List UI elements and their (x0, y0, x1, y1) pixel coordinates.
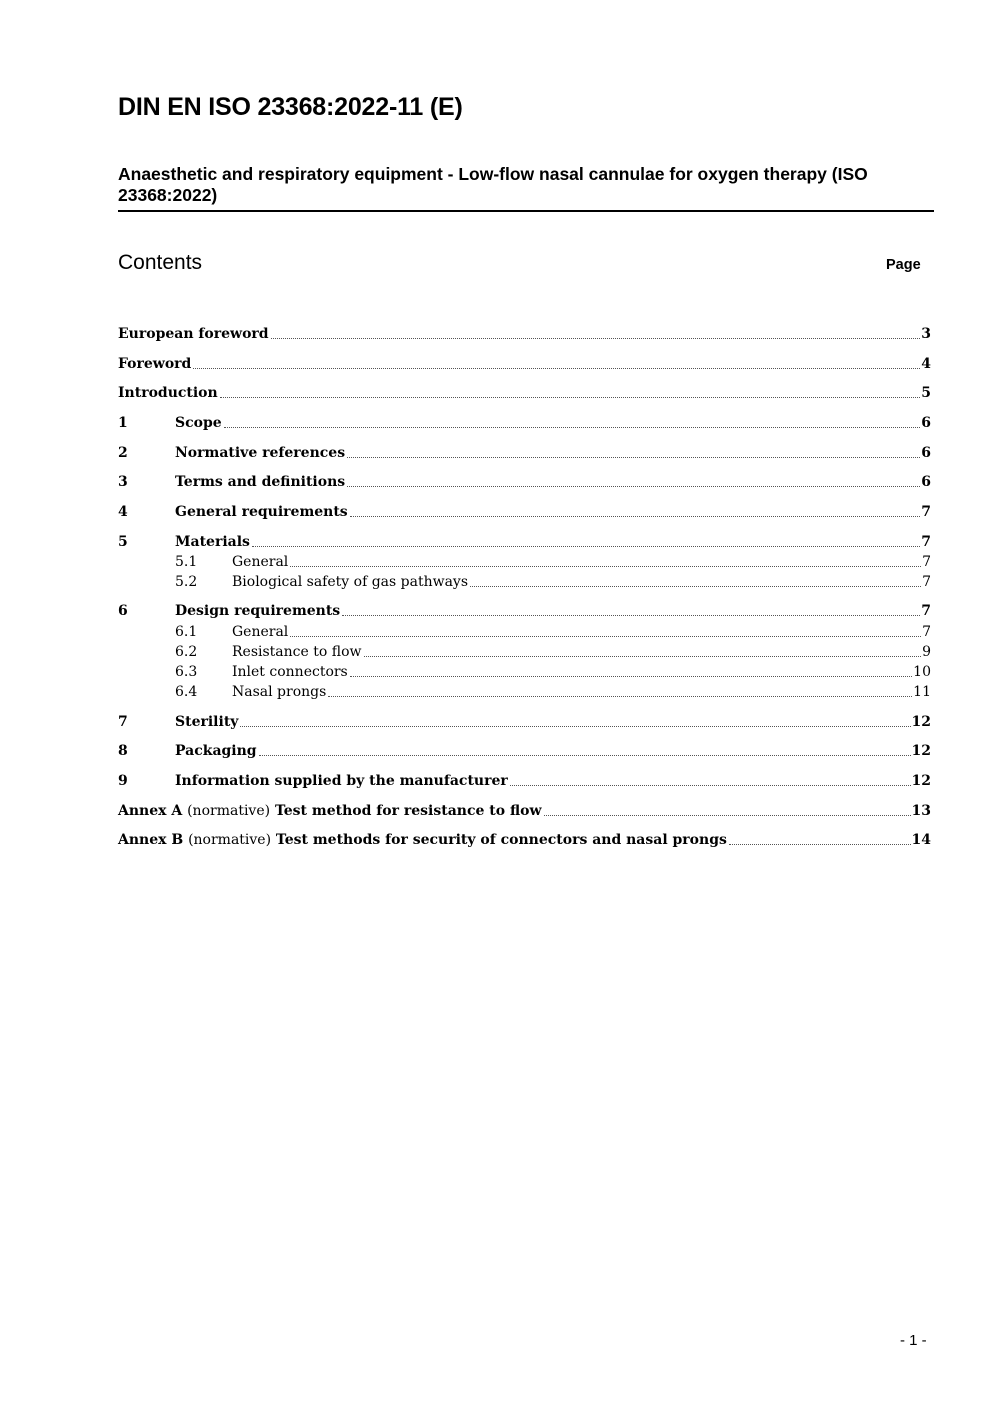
toc-entry-materials[interactable] (118, 532, 931, 552)
toc-entry-annex-b[interactable] (118, 830, 931, 850)
toc-entry-text: Materials (175, 534, 250, 550)
toc-dot-leader (290, 565, 921, 567)
toc-entry-european-foreword[interactable] (118, 324, 931, 344)
toc-annex-label: Annex A (118, 803, 183, 819)
toc-entry-packaging[interactable] (118, 741, 931, 761)
toc-dot-leader (729, 843, 911, 845)
title-divider (118, 210, 934, 212)
document-subtitle: Anaesthetic and respiratory equipment - Low-flow nasal cannulae for oxygen therapy (ISO 23368:2022) (118, 164, 868, 205)
toc-entry-text: Resistance to flow (232, 644, 362, 660)
toc-annex-kind: (normative) (187, 803, 271, 819)
toc-entry-page: 5 (921, 385, 931, 401)
toc-entry-text: Design requirements (175, 603, 341, 619)
toc-entry-page: 6 (921, 415, 931, 431)
toc-entry-scope[interactable] (118, 413, 931, 433)
toc-entry-page: 4 (921, 356, 931, 372)
toc-dot-leader (364, 655, 922, 657)
toc-entry-page: 14 (911, 832, 931, 848)
toc-annex-kind: (normative) (188, 832, 272, 848)
toc-entry-page: 9 (922, 644, 931, 660)
toc-entry-introduction[interactable] (118, 383, 931, 403)
toc-entry-number: 2 (118, 445, 128, 461)
toc-dot-leader (510, 784, 911, 786)
toc-dot-leader (470, 585, 921, 587)
toc-entry-terms-and-definitions[interactable] (118, 472, 931, 492)
toc-entry-general-requirements[interactable] (118, 502, 931, 522)
toc-entry-page: 7 (922, 574, 931, 590)
toc-dot-leader (271, 337, 921, 339)
toc-entry-number: 6.2 (175, 644, 198, 660)
toc-subentry-design-general[interactable] (118, 622, 931, 642)
toc-entry-text: Information supplied by the manufacturer (175, 773, 508, 789)
toc-entry-page: 12 (911, 714, 931, 730)
toc-entry-text: Nasal prongs (232, 684, 327, 700)
toc-dot-leader (328, 695, 912, 697)
toc-entry-number: 6.4 (175, 684, 198, 700)
toc-dot-leader (347, 485, 920, 487)
toc-dot-leader (290, 635, 921, 637)
toc-entry-number: 7 (118, 714, 128, 730)
toc-entry-page: 12 (911, 773, 931, 789)
toc-subentry-inlet-connectors[interactable] (118, 662, 931, 682)
toc-entry-page: 3 (921, 326, 931, 342)
toc-entry-number: 3 (118, 474, 128, 490)
toc-subentry-resistance-to-flow[interactable] (118, 642, 931, 662)
toc-entry-number: 5.2 (175, 574, 198, 590)
toc-dot-leader (350, 515, 921, 517)
toc-entry-page: 11 (913, 684, 931, 700)
contents-heading: Contents (118, 251, 203, 274)
toc-entry-page: 7 (921, 504, 931, 520)
toc-entry-text: Biological safety of gas pathways (232, 574, 469, 590)
toc-entry-page: 7 (921, 534, 931, 550)
toc-dot-leader (252, 545, 920, 547)
toc-entry-design-requirements[interactable] (118, 601, 931, 621)
toc-dot-leader (193, 367, 920, 369)
toc-entry-number: 6.3 (175, 664, 198, 680)
toc-entry-normative-references[interactable] (118, 443, 931, 463)
toc-entry-page: 10 (913, 664, 931, 680)
toc-entry-text: General (232, 554, 289, 570)
toc-dot-leader (220, 396, 921, 398)
toc-entry-text: Introduction (118, 385, 218, 401)
toc-entry-text: Terms and definitions (175, 474, 346, 490)
toc-entry-number: 8 (118, 743, 128, 759)
toc-entry-text: Foreword (118, 356, 192, 372)
toc-entry-text: General requirements (175, 504, 348, 520)
toc-entry-text: European foreword (118, 326, 269, 342)
toc-entry-text: Test methods for security of connectors and nasal prongs (275, 832, 727, 848)
toc-entry-text: Test method for resistance to flow (274, 803, 542, 819)
toc-dot-leader (350, 675, 912, 677)
toc-entry-text: Inlet connectors (232, 664, 348, 680)
toc-dot-leader (347, 456, 920, 458)
toc-entry-number: 1 (118, 415, 128, 431)
toc-dot-leader (342, 614, 920, 616)
toc-entry-sterility[interactable] (118, 712, 931, 732)
toc-entry-number: 5 (118, 534, 128, 550)
toc-entry-number: 6 (118, 603, 128, 619)
toc-subentry-materials-general[interactable] (118, 552, 931, 572)
toc-entry-annex-a[interactable] (118, 801, 931, 821)
toc-entry-page: 12 (911, 743, 931, 759)
toc-annex-label: Annex B (118, 832, 184, 848)
toc-entry-page: 6 (921, 474, 931, 490)
toc-dot-leader (224, 426, 921, 428)
toc-subentry-biological-safety[interactable] (118, 572, 931, 592)
toc-entry-number: 9 (118, 773, 128, 789)
toc-entry-text: General (232, 624, 289, 640)
toc-entry-page: 7 (922, 554, 931, 570)
toc-entry-page: 7 (921, 603, 931, 619)
toc-entry-text: Scope (175, 415, 222, 431)
toc-entry-number: 4 (118, 504, 128, 520)
toc-dot-leader (259, 754, 911, 756)
toc-entry-text: Packaging (175, 743, 257, 759)
toc-entry-text: Sterility (175, 714, 239, 730)
document-title: DIN EN ISO 23368:2022-11 (E) (118, 93, 463, 121)
toc-entry-number: 6.1 (175, 624, 198, 640)
page-number: - 1 - (900, 1332, 927, 1349)
toc-entry-foreword[interactable] (118, 354, 931, 374)
toc-dot-leader (544, 814, 911, 816)
toc-subentry-nasal-prongs[interactable] (118, 682, 931, 702)
toc-entry-text: Normative references (175, 445, 346, 461)
page-column-label: Page (886, 257, 921, 273)
toc-entry-information-supplied[interactable] (118, 771, 931, 791)
toc-entry-number: 5.1 (175, 554, 198, 570)
toc-entry-page: 7 (922, 624, 931, 640)
toc-entry-page: 6 (921, 445, 931, 461)
toc-entry-page: 13 (911, 803, 931, 819)
toc-dot-leader (240, 725, 910, 727)
